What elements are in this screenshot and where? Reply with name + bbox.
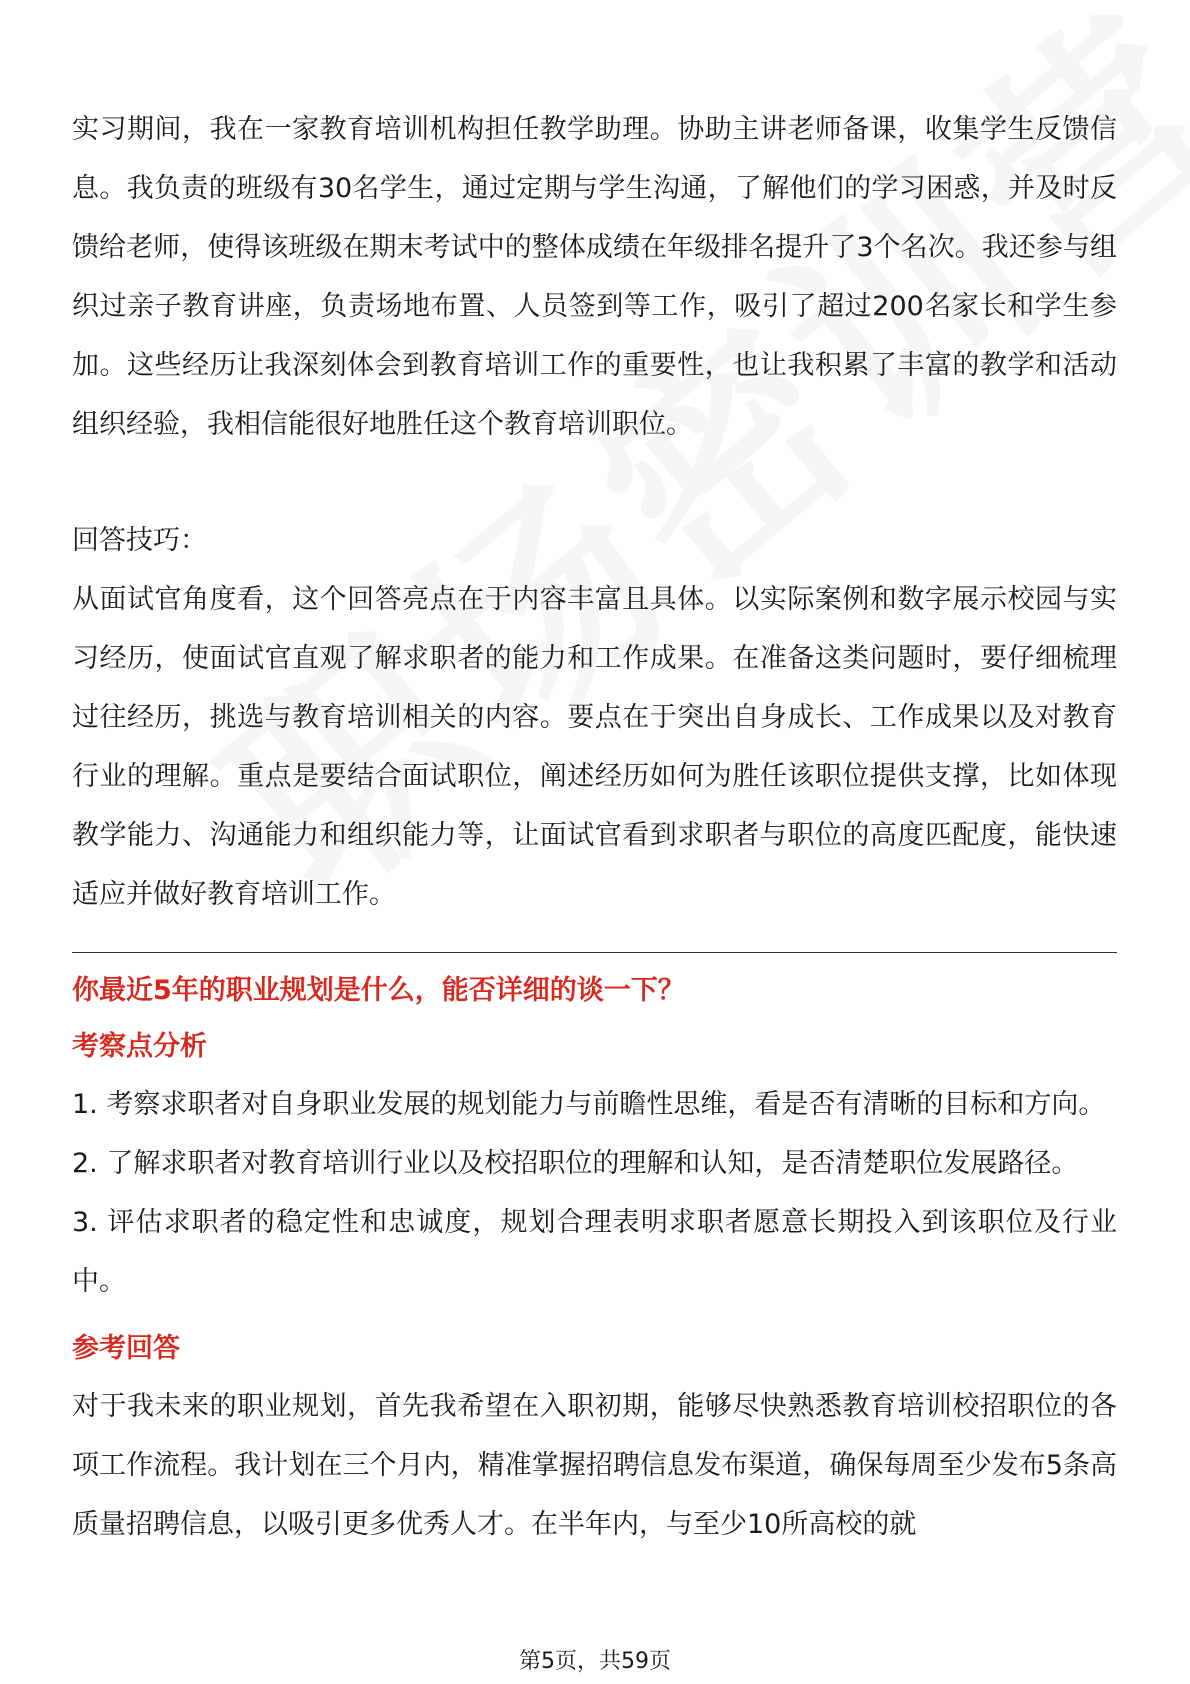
analysis-item: 3. 评估求职者的稳定性和忠诚度，规划合理表明求职者愿意长期投入到该职位及行业中。	[72, 1207, 1117, 1297]
document-page	[72, 100, 1117, 1554]
question-title: 你最近5年的职业规划是什么，能否详细的谈一下？	[72, 975, 685, 1006]
section-divider	[72, 952, 1117, 953]
reference-paragraph: 对于我未来的职业规划，首先我希望在入职初期，能够尽快熟悉教育培训校招职位的各项工作流程。我计划在三个月内，精准掌握招聘信息发布渠道，确保每周至少发布5条高质量招聘信息，以吸引更多优秀人才。在半年内，与至少10所高校的就	[72, 1391, 1117, 1540]
intro-paragraph: 实习期间，我在一家教育培训机构担任教学助理。协助主讲老师备课，收集学生反馈信息。我负责的班级有30名学生，通过定期与学生沟通，了解他们的学习困惑，并及时反馈给老师，使得该班级在期末考试中的整体成绩在年级排名提升了3个名次。我还参与组织过亲子教育讲座，负责场地布置、人员签到等工作，吸引了超过200名家长和学生参加。这些经历让我深刻体会到教育培训工作的重要性，也让我积累了丰富的教学和活动组织经验，我相信能很好地胜任这个教育培训职位。	[72, 114, 1117, 440]
reference-title: 参考回答	[72, 1333, 180, 1364]
page-footer: 第5页，共59页	[519, 1649, 671, 1674]
analysis-item: 1. 考察求职者对自身职业发展的规划能力与前瞻性思维，看是否有清晰的目标和方向。	[72, 1089, 1106, 1120]
analysis-title: 考察点分析	[72, 1031, 207, 1062]
analysis-item: 2. 了解求职者对教育培训行业以及校招职位的理解和认知，是否清楚职位发展路径。	[72, 1148, 1079, 1179]
tips-label: 回答技巧：	[72, 525, 207, 556]
tips-paragraph: 从面试官角度看，这个回答亮点在于内容丰富且具体。以实际案例和数字展示校园与实习经历，使面试官直观了解求职者的能力和工作成果。在准备这类问题时，要仔细梳理过往经历，挑选与教育培训相关的内容。要点在于突出自身成长、工作成果以及对教育行业的理解。重点是要结合面试职位，阐述经历如何为胜任该职位提供支撑，比如体现教学能力、沟通能力和组织能力等，让面试官看到求职者与职位的高度匹配度，能快速适应并做好教育培训工作。	[72, 584, 1117, 910]
